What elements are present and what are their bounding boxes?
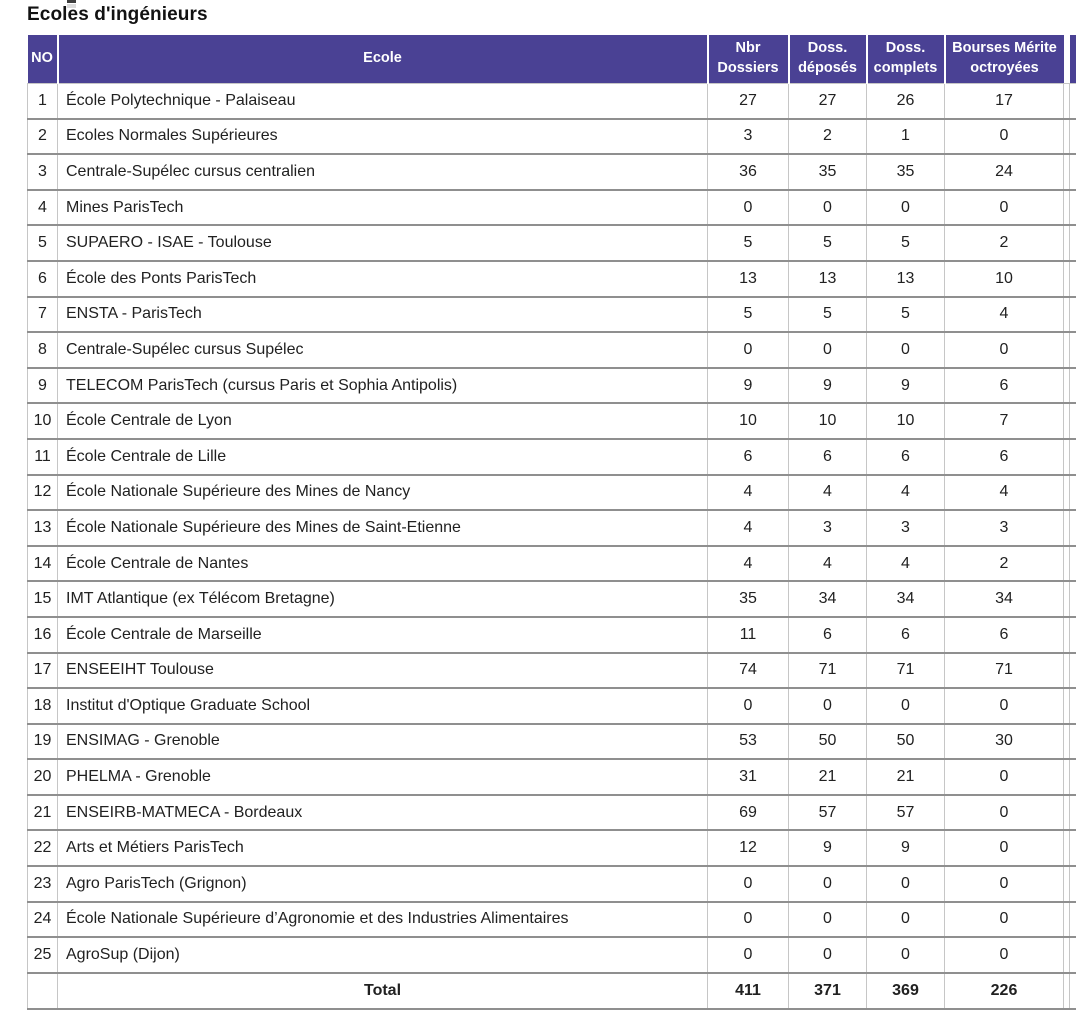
col-header-bourses-merite: Bourses Mérite octroyées — [945, 35, 1064, 83]
cell-no: 9 — [28, 368, 58, 404]
cell-doss-deposes: 71 — [789, 653, 867, 689]
cell-nbr-dossiers: 5 — [708, 225, 789, 261]
cell-bourses-merite: 6 — [945, 439, 1064, 475]
header-row — [28, 35, 1076, 83]
cell-no: 4 — [28, 190, 58, 226]
cropped-column-cell — [1070, 403, 1076, 439]
cell-doss-complets: 21 — [867, 759, 945, 795]
cell-doss-deposes: 0 — [789, 688, 867, 724]
cropped-column-cell — [1070, 866, 1076, 902]
cropped-column-cell — [1070, 902, 1076, 938]
cell-doss-complets: 9 — [867, 830, 945, 866]
cropped-column-cell — [1070, 759, 1076, 795]
cell-ecole: Centrale-Supélec cursus centralien — [58, 154, 708, 190]
cell-doss-complets: 9 — [867, 368, 945, 404]
cell-nbr-dossiers: 35 — [708, 581, 789, 617]
cell-nbr-dossiers: 53 — [708, 724, 789, 760]
cell-doss-complets: 13 — [867, 261, 945, 297]
cell-no: 18 — [28, 688, 58, 724]
cell-no: 1 — [28, 83, 58, 119]
cell-no: 8 — [28, 332, 58, 368]
table-row — [28, 83, 1076, 119]
cell-doss-deposes: 10 — [789, 403, 867, 439]
cell-nbr-dossiers: 4 — [708, 475, 789, 511]
cell-doss-complets: 1 — [867, 119, 945, 155]
cropped-column-cell — [1070, 795, 1076, 831]
cell-ecole: Arts et Métiers ParisTech — [58, 830, 708, 866]
cell-bourses-merite: 6 — [945, 368, 1064, 404]
cell-doss-deposes: 3 — [789, 510, 867, 546]
cell-doss-deposes: 27 — [789, 83, 867, 119]
cell-no: 22 — [28, 830, 58, 866]
cell-no: 24 — [28, 902, 58, 938]
cell-nbr-dossiers: 0 — [708, 866, 789, 902]
cropped-column-cell — [1070, 973, 1076, 1009]
cell-no: 16 — [28, 617, 58, 653]
cell-nbr-dossiers: 31 — [708, 759, 789, 795]
cell-ecole: École Nationale Supérieure des Mines de Nancy — [58, 475, 708, 511]
cropped-column-cell — [1070, 119, 1076, 155]
cell-doss-deposes: 9 — [789, 830, 867, 866]
cell-no: 10 — [28, 403, 58, 439]
cell-doss-complets: 57 — [867, 795, 945, 831]
total-row — [28, 973, 1076, 1009]
cropped-column-cell — [1070, 83, 1076, 119]
cell-doss-complets: 4 — [867, 546, 945, 582]
col-header-doss-complets: Doss. complets — [867, 35, 945, 83]
cell-no: 12 — [28, 475, 58, 511]
total-bourses-merite: 226 — [945, 973, 1064, 1009]
cell-ecole: École Centrale de Marseille — [58, 617, 708, 653]
total-doss-complets: 369 — [867, 973, 945, 1009]
cell-bourses-merite: 0 — [945, 795, 1064, 831]
cell-doss-deposes: 5 — [789, 225, 867, 261]
cell-ecole: École Centrale de Nantes — [58, 546, 708, 582]
cell-bourses-merite: 71 — [945, 653, 1064, 689]
cell-nbr-dossiers: 0 — [708, 902, 789, 938]
cell-ecole: PHELMA - Grenoble — [58, 759, 708, 795]
cropped-column-cell — [1070, 439, 1076, 475]
cell-ecole: Mines ParisTech — [58, 190, 708, 226]
cell-ecole: Centrale-Supélec cursus Supélec — [58, 332, 708, 368]
cell-nbr-dossiers: 4 — [708, 546, 789, 582]
cell-doss-complets: 6 — [867, 439, 945, 475]
cell-bourses-merite: 2 — [945, 225, 1064, 261]
cell-no: 20 — [28, 759, 58, 795]
cell-bourses-merite: 17 — [945, 83, 1064, 119]
table-row — [28, 688, 1076, 724]
table-row — [28, 332, 1076, 368]
table-row — [28, 225, 1076, 261]
col-header-no: NO — [28, 35, 58, 83]
cell-doss-complets: 10 — [867, 403, 945, 439]
cell-doss-deposes: 57 — [789, 795, 867, 831]
cell-doss-complets: 0 — [867, 937, 945, 973]
cropped-column-cell — [1070, 368, 1076, 404]
table-row — [28, 546, 1076, 582]
table-row — [28, 581, 1076, 617]
table-row — [28, 866, 1076, 902]
cell-doss-deposes: 6 — [789, 617, 867, 653]
col-header-ecole: Ecole — [58, 35, 708, 83]
table-row — [28, 724, 1076, 760]
cell-ecole: Ecoles Normales Supérieures — [58, 119, 708, 155]
cell-nbr-dossiers: 10 — [708, 403, 789, 439]
cell-bourses-merite: 0 — [945, 830, 1064, 866]
cropped-column-cell — [1070, 190, 1076, 226]
cell-nbr-dossiers: 13 — [708, 261, 789, 297]
table-row — [28, 154, 1076, 190]
cell-bourses-merite: 4 — [945, 297, 1064, 333]
cell-doss-complets: 6 — [867, 617, 945, 653]
cell-nbr-dossiers: 74 — [708, 653, 789, 689]
cropped-column-cell — [1070, 724, 1076, 760]
table-row — [28, 261, 1076, 297]
cell-ecole: École Centrale de Lille — [58, 439, 708, 475]
cropped-column-cell — [1070, 510, 1076, 546]
total-nbr-dossiers: 411 — [708, 973, 789, 1009]
cell-ecole: École Centrale de Lyon — [58, 403, 708, 439]
cell-ecole: ENSIMAG - Grenoble — [58, 724, 708, 760]
table-row — [28, 653, 1076, 689]
cell-doss-deposes: 21 — [789, 759, 867, 795]
cell-nbr-dossiers: 0 — [708, 937, 789, 973]
cell-bourses-merite: 0 — [945, 119, 1064, 155]
total-label: Total — [58, 973, 708, 1009]
table-body — [28, 83, 1076, 973]
cell-doss-deposes: 50 — [789, 724, 867, 760]
cropped-column-cell — [1070, 154, 1076, 190]
cropped-column-cell — [1070, 581, 1076, 617]
cell-doss-deposes: 0 — [789, 866, 867, 902]
cell-bourses-merite: 0 — [945, 190, 1064, 226]
col-header-nbr-dossiers: Nbr Dossiers — [708, 35, 789, 83]
cell-ecole: École Nationale Supérieure d’Agronomie et des Industries Alimentaires — [58, 902, 708, 938]
cell-bourses-merite: 0 — [945, 332, 1064, 368]
cell-doss-complets: 0 — [867, 190, 945, 226]
col-header-doss-deposes: Doss. déposés — [789, 35, 867, 83]
cell-doss-deposes: 0 — [789, 190, 867, 226]
cell-doss-complets: 5 — [867, 225, 945, 261]
cell-no: 19 — [28, 724, 58, 760]
cell-nbr-dossiers: 0 — [708, 332, 789, 368]
cell-doss-deposes: 0 — [789, 332, 867, 368]
cell-doss-deposes: 6 — [789, 439, 867, 475]
cell-bourses-merite: 34 — [945, 581, 1064, 617]
cropped-column-cell — [1070, 546, 1076, 582]
cell-bourses-merite: 0 — [945, 902, 1064, 938]
table-row — [28, 795, 1076, 831]
cell-ecole: Institut d'Optique Graduate School — [58, 688, 708, 724]
cell-nbr-dossiers: 12 — [708, 830, 789, 866]
cell-doss-deposes: 5 — [789, 297, 867, 333]
cell-ecole: ENSTA - ParisTech — [58, 297, 708, 333]
cell-nbr-dossiers: 69 — [708, 795, 789, 831]
cell-doss-complets: 0 — [867, 688, 945, 724]
table-row — [28, 439, 1076, 475]
cropped-column-cell — [1070, 617, 1076, 653]
cell-doss-deposes: 0 — [789, 937, 867, 973]
cell-doss-complets: 0 — [867, 332, 945, 368]
cell-doss-complets: 35 — [867, 154, 945, 190]
cell-doss-complets: 3 — [867, 510, 945, 546]
cell-nbr-dossiers: 5 — [708, 297, 789, 333]
cell-nbr-dossiers: 6 — [708, 439, 789, 475]
cell-doss-complets: 4 — [867, 475, 945, 511]
cropped-column-cell — [1070, 937, 1076, 973]
cell-nbr-dossiers: 0 — [708, 190, 789, 226]
cropped-column-cell — [1070, 332, 1076, 368]
cell-no: 23 — [28, 866, 58, 902]
table-row — [28, 119, 1076, 155]
cell-no: 17 — [28, 653, 58, 689]
cell-bourses-merite: 7 — [945, 403, 1064, 439]
cell-ecole: École des Ponts ParisTech — [58, 261, 708, 297]
cell-doss-deposes: 34 — [789, 581, 867, 617]
cell-doss-deposes: 13 — [789, 261, 867, 297]
cell-bourses-merite: 0 — [945, 937, 1064, 973]
cell-no: 2 — [28, 119, 58, 155]
cell-ecole: ENSEIRB-MATMECA - Bordeaux — [58, 795, 708, 831]
cell-doss-complets: 71 — [867, 653, 945, 689]
cropped-column-cell — [1070, 225, 1076, 261]
cell-doss-deposes: 4 — [789, 475, 867, 511]
table-row — [28, 368, 1076, 404]
cell-nbr-dossiers: 4 — [708, 510, 789, 546]
table-row — [28, 937, 1076, 973]
cropped-column-cell — [1070, 653, 1076, 689]
cell-ecole: AgroSup (Dijon) — [58, 937, 708, 973]
cropped-column-cell — [1070, 688, 1076, 724]
cell-no: 11 — [28, 439, 58, 475]
cell-doss-complets: 26 — [867, 83, 945, 119]
cell-doss-complets: 0 — [867, 902, 945, 938]
cell-bourses-merite: 2 — [945, 546, 1064, 582]
cropped-column-cell — [1070, 830, 1076, 866]
cell-ecole: TELECOM ParisTech (cursus Paris et Sophia Antipolis) — [58, 368, 708, 404]
cell-doss-complets: 5 — [867, 297, 945, 333]
cell-doss-deposes: 2 — [789, 119, 867, 155]
cell-doss-deposes: 0 — [789, 902, 867, 938]
table-row — [28, 403, 1076, 439]
cell-no: 25 — [28, 937, 58, 973]
cell-bourses-merite: 0 — [945, 866, 1064, 902]
cropped-column-header — [1070, 35, 1076, 83]
cell-nbr-dossiers: 36 — [708, 154, 789, 190]
cropped-column-cell — [1070, 297, 1076, 333]
cropped-content-artifact — [67, 0, 76, 3]
cell-nbr-dossiers: 0 — [708, 688, 789, 724]
table-row — [28, 830, 1076, 866]
cell-bourses-merite: 0 — [945, 688, 1064, 724]
cell-nbr-dossiers: 9 — [708, 368, 789, 404]
page-title: Ecoles d'ingénieurs — [27, 4, 208, 25]
cell-no: 3 — [28, 154, 58, 190]
cell-ecole: École Polytechnique - Palaiseau — [58, 83, 708, 119]
table-row — [28, 190, 1076, 226]
cell-ecole: École Nationale Supérieure des Mines de Saint-Etienne — [58, 510, 708, 546]
cell-no: 13 — [28, 510, 58, 546]
cell-no: 7 — [28, 297, 58, 333]
total-doss-deposes: 371 — [789, 973, 867, 1009]
cell-doss-deposes: 4 — [789, 546, 867, 582]
table-row — [28, 617, 1076, 653]
table-row — [28, 475, 1076, 511]
cell-doss-deposes: 9 — [789, 368, 867, 404]
cell-no: 14 — [28, 546, 58, 582]
cell-bourses-merite: 24 — [945, 154, 1064, 190]
cropped-column-cell — [1070, 261, 1076, 297]
cell-doss-complets: 34 — [867, 581, 945, 617]
cell-no: 6 — [28, 261, 58, 297]
cell-bourses-merite: 6 — [945, 617, 1064, 653]
cell-bourses-merite: 3 — [945, 510, 1064, 546]
cell-ecole: IMT Atlantique (ex Télécom Bretagne) — [58, 581, 708, 617]
cropped-column-cell — [1070, 475, 1076, 511]
table-row — [28, 902, 1076, 938]
cell-doss-complets: 50 — [867, 724, 945, 760]
table-row — [28, 510, 1076, 546]
cell-doss-deposes: 35 — [789, 154, 867, 190]
cell-nbr-dossiers: 3 — [708, 119, 789, 155]
cell-nbr-dossiers: 11 — [708, 617, 789, 653]
cell-bourses-merite: 4 — [945, 475, 1064, 511]
cell-no: 5 — [28, 225, 58, 261]
cell-ecole: SUPAERO - ISAE - Toulouse — [58, 225, 708, 261]
cell-bourses-merite: 0 — [945, 759, 1064, 795]
cell-nbr-dossiers: 27 — [708, 83, 789, 119]
cell-ecole: Agro ParisTech (Grignon) — [58, 866, 708, 902]
total-empty-no-cell — [28, 973, 58, 1009]
cell-doss-complets: 0 — [867, 866, 945, 902]
table-row — [28, 759, 1076, 795]
ecoles-ingenieurs-table — [27, 35, 1076, 1010]
cell-ecole: ENSEEIHT Toulouse — [58, 653, 708, 689]
cell-bourses-merite: 10 — [945, 261, 1064, 297]
cell-bourses-merite: 30 — [945, 724, 1064, 760]
table-row — [28, 297, 1076, 333]
cell-no: 21 — [28, 795, 58, 831]
cell-no: 15 — [28, 581, 58, 617]
